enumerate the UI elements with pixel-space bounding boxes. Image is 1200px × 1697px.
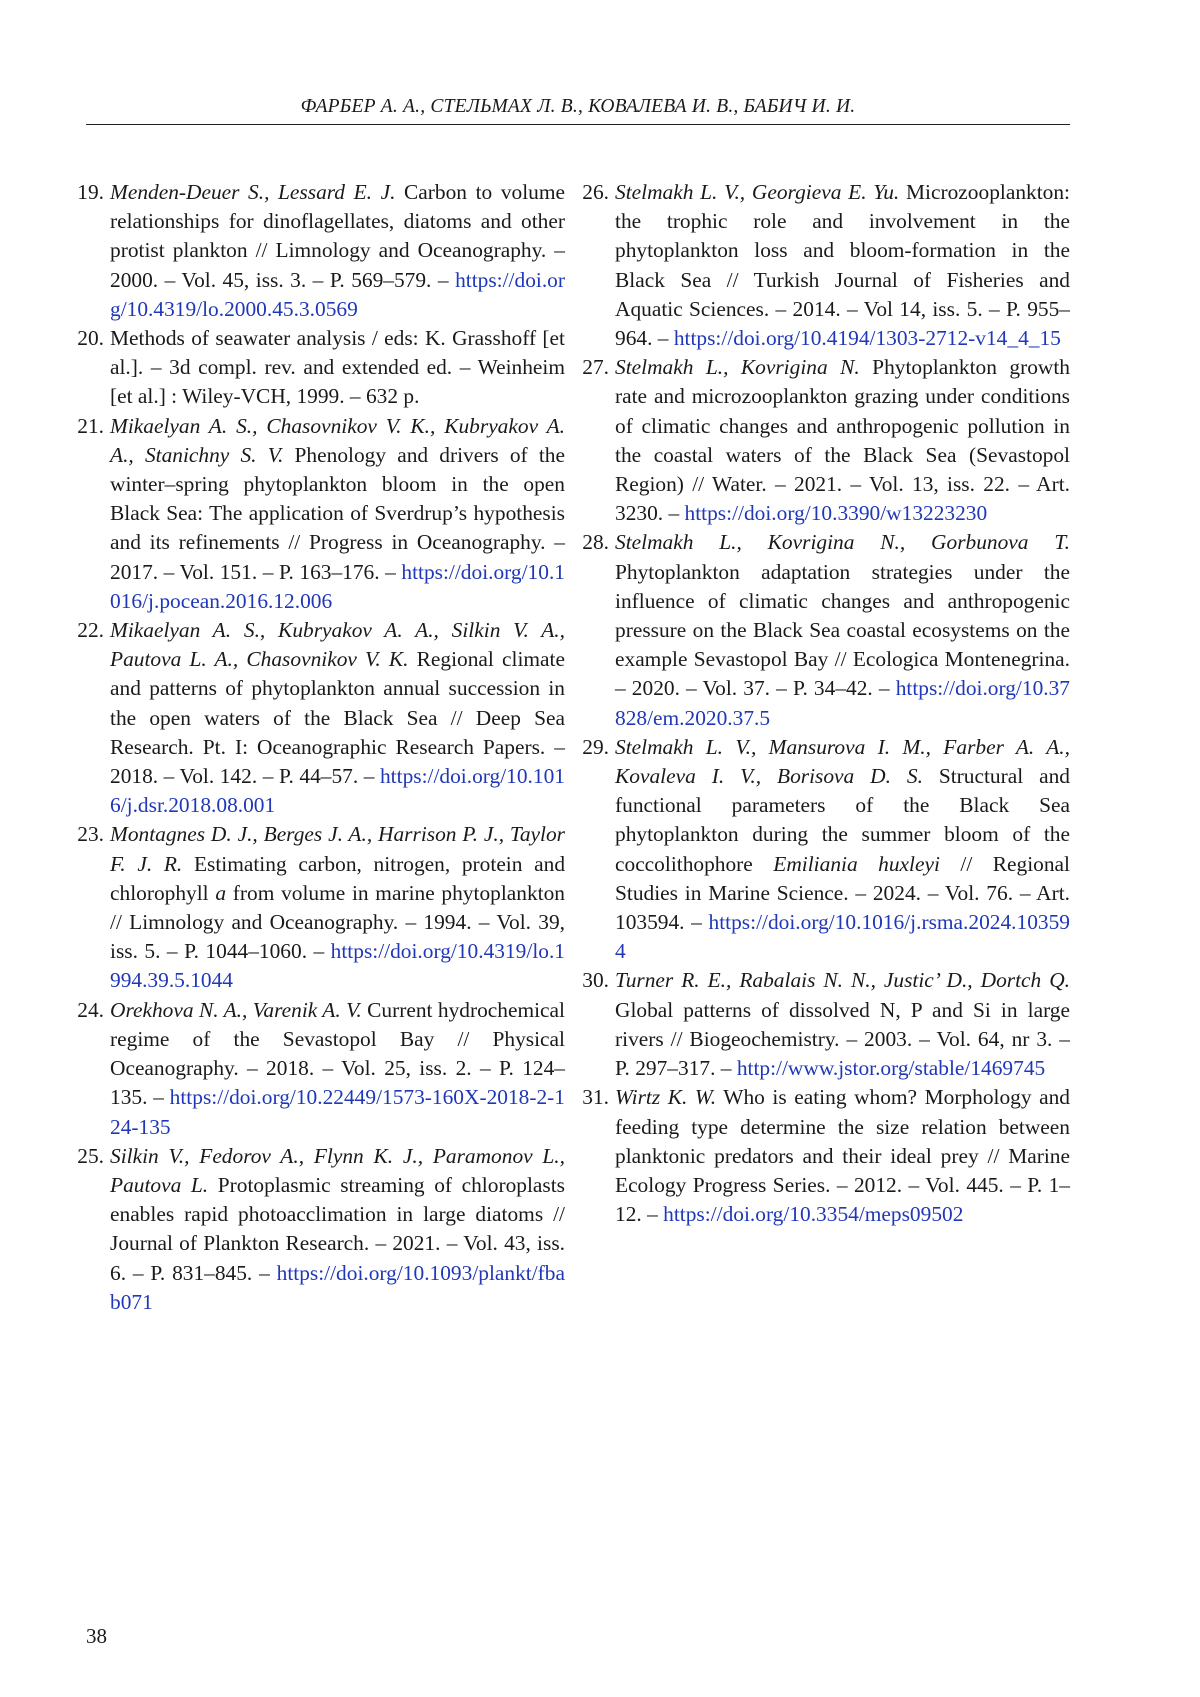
header-rule — [86, 124, 1070, 125]
ref-number: 23. — [77, 822, 104, 847]
ref-text-cont: from volume in marine phytoplankton // Limnology and Oceanography. – 1994. – Vol. 39, iss. 5. – P. 1044–1060. – — [110, 880, 565, 964]
reference-25 — [77, 1142, 565, 1317]
ref-text: Phenology and drivers of the winter–spring phytoplankton bloom in the open Black Sea: The application of Sverdrup’s hypothesis and its refinements // Progress in Oceanography. – 2017. – Vol. 151. – P. 163–176. – — [110, 442, 565, 584]
ref-text: Phytoplankton adaptation strategies under the influence of climatic changes and anthropogenic pressure on the Black Sea coastal ecosystems on the example Sevastopol Bay // Ecologica Montenegrina. – 2020. – Vol. 37. – P. 34–42. – — [615, 559, 1070, 701]
reference-30 — [582, 966, 1070, 1083]
reference-27 — [582, 353, 1070, 528]
ref-text: Global patterns of dissolved N, P and Si in large rivers // Biogeochemistry. – 2003. – Vol. 64, nr 3. – P. 297–317. – — [615, 997, 1070, 1081]
reference-26 — [582, 178, 1070, 353]
ref-doi-link[interactable]: https://doi.org/10.3390/w13223230 — [684, 501, 988, 526]
ref-authors: Mikaelyan A. S., Chasovnikov V. K., Kubryakov A. A., Stanichny S. V. — [110, 413, 565, 467]
ref-doi-link[interactable]: https://doi.org/10.4194/1303-2712-v14_4_15 — [673, 326, 1061, 351]
ref-number: 24. — [77, 997, 104, 1022]
reference-21 — [77, 412, 565, 616]
ref-number: 21. — [77, 413, 104, 438]
ref-authors: Stelmakh L. V., Mansurova I. M., Farber A. A., Kovaleva I. V., Borisova D. S. — [615, 734, 1070, 789]
ref-text: Phytoplankton growth rate and microzooplankton grazing under conditions of climatic changes and anthropogenic pollution in the coastal waters of the Black Sea (Sevastopol Region) // Water. – 2021. – Vol. 13, iss. 22. – Art. 3230. – — [615, 355, 1070, 526]
ref-number: 19. — [77, 180, 104, 204]
ref-number: 31. — [582, 1085, 609, 1110]
reference-20 — [77, 324, 565, 412]
ref-authors: Menden-Deuer S., Lessard E. J. — [110, 180, 396, 204]
ref-doi-link[interactable]: https://doi.org/10.4319/lo.1994.39.5.1044 — [110, 939, 565, 993]
left-column-references — [77, 178, 566, 1317]
ref-number: 26. — [582, 180, 609, 204]
ref-doi-link[interactable]: https://doi.org/10.22449/1573-160X-2018-2-124-135 — [110, 1085, 565, 1139]
reference-22 — [77, 616, 565, 820]
ref-doi-link[interactable]: https://doi.org/10.4319/lo.2000.45.3.0569 — [110, 267, 565, 321]
ref-authors: Silkin V., Fedorov A., Flynn K. J., Paramonov L., Pautova L. — [110, 1143, 565, 1197]
ref-authors: Montagnes D. J., Berges J. A., Harrison P. J., Taylor F. J. R. — [110, 822, 565, 876]
ref-doi-link[interactable]: https://doi.org/10.1016/j.pocean.2016.12.006 — [110, 559, 565, 613]
running-head: ФАРБЕР А. А., СТЕЛЬМАХ Л. В., КОВАЛЕВА И. В., БАБИЧ И. И. — [300, 96, 856, 117]
ref-authors: Stelmakh L., Kovrigina N. — [615, 355, 860, 380]
ref-authors: Turner R. E., Rabalais N. N., Justic’ D., Dortch Q. — [615, 968, 1070, 993]
ref-number: 20. — [77, 326, 104, 351]
ref-authors: Wirtz K. W. — [615, 1085, 717, 1110]
reference-23 — [77, 820, 566, 995]
ref-doi-link[interactable]: https://doi.org/10.37828/em.2020.37.5 — [615, 676, 1070, 730]
page-number: 38 — [86, 1624, 107, 1648]
ref-italic-term: Emiliania huxleyi — [773, 851, 940, 876]
ref-doi-link[interactable]: https://doi.org/10.1016/j.dsr.2018.08.001 — [110, 764, 565, 818]
ref-doi-link[interactable]: https://doi.org/10.1093/plankt/fbab071 — [110, 1260, 565, 1314]
ref-doi-link[interactable]: https://doi.org/10.1016/j.rsma.2024.103594 — [615, 910, 1070, 964]
ref-number: 29. — [582, 734, 609, 759]
ref-text: Estimating carbon, nitrogen, protein and chlorophyll — [110, 851, 566, 905]
ref-authors: Stelmakh L. V., Georgieva E. Yu. — [615, 180, 900, 204]
ref-authors: Orekhova N. A., Varenik A. V. — [110, 997, 362, 1022]
reference-19 — [77, 178, 565, 324]
ref-number: 22. — [77, 618, 104, 643]
ref-doi-link[interactable]: http://www.jstor.org/stable/1469745 — [736, 1056, 1046, 1081]
ref-doi-link[interactable]: https://doi.org/10.3354/meps09502 — [663, 1202, 964, 1227]
ref-text: Methods of seawater analysis / eds: K. Grasshoff [et al.]. – 3d compl. rev. and extended ed. – Weinheim [et al.] : Wiley-VCH, 1999. – 632 p. — [110, 326, 565, 409]
reference-24 — [77, 996, 565, 1142]
reference-31 — [582, 1083, 1070, 1229]
ref-text: Protoplasmic streaming of chloroplasts enables rapid photoacclimation in large diatoms // Journal of Plankton Research. – 2021. – Vol. 43, iss. 6. – P. 831–845. – — [110, 1172, 565, 1285]
ref-number: 27. — [582, 355, 609, 380]
ref-authors: Mikaelyan A. S., Kubryakov A. A., Silkin V. A., Pautova L. A., Chasovnikov V. K. — [110, 618, 565, 672]
ref-text: Regional climate and patterns of phytoplankton annual succession in the open waters of the Black Sea // Deep Sea Research. Pt. I: Oceanographic Research Papers. – 2018. – Vol. 142. – P. 44–57. – — [110, 647, 565, 789]
reference-29 — [582, 733, 1070, 967]
ref-authors: Stelmakh L., Kovrigina N., Gorbunova T. — [615, 530, 1070, 555]
ref-italic-term: a — [215, 880, 227, 905]
right-column-references — [582, 178, 1070, 1229]
ref-number: 28. — [582, 530, 609, 555]
ref-text: Structural and functional parameters of the Black Sea phytoplankton during the summer bloom of the coccolithophore — [615, 764, 1070, 876]
ref-text: Carbon to volume relationships for dinoflagellates, diatoms and other protist plankton // Limnology and Oceanography. – 2000. – Vol. 45, iss. 3. – P. 569–579. – — [110, 180, 565, 292]
ref-text-cont: // Regional Studies in Marine Science. – 2024. – Vol. 76. – Art. 103594. – — [615, 851, 1070, 935]
ref-number: 25. — [77, 1143, 104, 1168]
ref-text: Current hydrochemical regime of the Sevastopol Bay // Physical Oceanography. – 2018. – Vol. 25, iss. 2. – P. 124–135. – — [110, 997, 565, 1110]
ref-text: Who is eating whom? Morphology and feeding type determine the size relation between planktonic predators and their ideal prey // Marine Ecology Progress Series. – 2012. – Vol. 445. – P. 1–12. – — [615, 1085, 1070, 1227]
reference-28 — [582, 528, 1070, 732]
ref-text: Microzooplankton: the trophic role and involvement in the phytoplankton loss and bloom-formation in the Black Sea // Turkish Journal of Fisheries and Aquatic Sciences. – 2014. – Vol 14, iss. 5. – P. 955–964. – — [615, 180, 1070, 351]
ref-number: 30. — [582, 968, 609, 993]
